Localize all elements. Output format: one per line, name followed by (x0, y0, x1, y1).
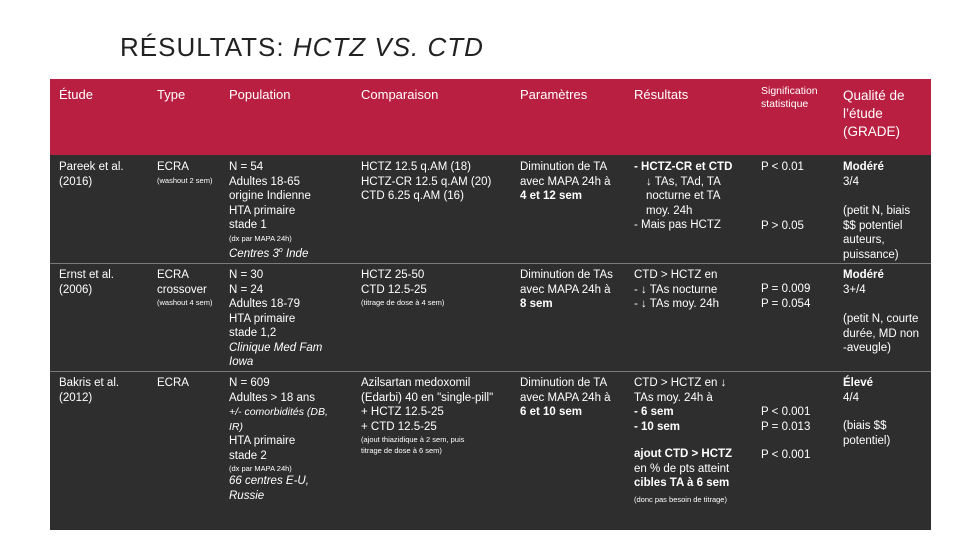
row3-comparaison: Azilsartan medoxomil (Edarbi) 40 en "single-pill" + HCTZ 12.5-25 + CTD 12.5-25 (ajout thiazidique à 2 sem, puis titrage de dose à 6 sem) (361, 377, 494, 455)
row1-qualite: Modéré 3/4 (843, 161, 884, 188)
row-separator (50, 263, 931, 264)
header-signification: Signification statistique (761, 85, 818, 110)
header-parametres: Paramètres (520, 87, 588, 102)
header-etude: Étude (59, 87, 93, 102)
slide-title (120, 32, 484, 63)
row2-parametres: Diminution de TAs avec MAPA 24h à 8 sem (520, 269, 613, 310)
row1-sig2: P > 0.05 (761, 220, 804, 232)
row-separator (50, 371, 931, 372)
row3-parametres: Diminution de TA avec MAPA 24h à 6 et 10 sem (520, 377, 611, 418)
title-main: RÉSULTATS: (120, 32, 285, 62)
row2-resultats: CTD > HCTZ en - ↓ TAs nocturne - ↓ TAs moy. 24h (634, 269, 719, 310)
title-sub: HCTZ VS. CTD (292, 32, 484, 62)
row3-resultats-ajout: ajout CTD > HCTZ en % de pts atteint cibles TA à 6 sem (donc pas besoin de titrage) (634, 448, 733, 504)
row2-population: N = 30 N = 24 Adultes 18-79 HTA primaire stade 1,2 Clinique Med Fam Iowa (229, 269, 323, 368)
row1-sig1: P < 0.01 (761, 161, 804, 173)
row2-sig: P = 0.009 P = 0.054 (761, 283, 811, 310)
row2-etude: Ernst et al. (2006) (59, 269, 114, 296)
row1-population: N = 54 Adultes 18-65 origine Indienne HTA primaire stade 1 (dx par MAPA 24h) Centres 3$^o$ Inde (229, 161, 311, 260)
row1-comparaison: HCTZ 12.5 q.AM (18) HCTZ-CR 12.5 q.AM (20) CTD 6.25 q.AM (16) (361, 161, 492, 202)
row3-etude: Bakris et al. (2012) (59, 377, 120, 404)
row1-resultats: - HCTZ-CR et CTD ↓ TAs, TAd, TA nocturne et TA moy. 24h - Mais pas HCTZ (634, 161, 733, 231)
row3-type: ECRA (157, 377, 189, 389)
row3-qualite: Élevé 4/4 (843, 377, 874, 404)
row1-qualite-note: (petit N, biais $$ potentiel auteurs, puissance) (843, 205, 911, 261)
results-table (50, 79, 931, 530)
row3-resultats: CTD > HCTZ en ↓ TAs moy. 24h à - 6 sem - 10 sem (634, 377, 727, 433)
row3-sig: P < 0.001 P = 0.013 (761, 406, 811, 433)
row3-qualite-note: (biais $$ potentiel) (843, 420, 891, 447)
row2-qualite: Modéré 3+/4 (843, 269, 884, 296)
row1-etude: Pareek et al. (2016) (59, 161, 124, 188)
row1-parametres: Diminution de TA avec MAPA 24h à 4 et 12 sem (520, 161, 611, 202)
row1-type: ECRA (washout 2 sem) (157, 161, 213, 185)
header-qualite: Qualité de l’étude (GRADE) (843, 88, 905, 139)
header-resultats: Résultats (634, 87, 689, 102)
row2-type: ECRA crossover (washout 4 sem) (157, 269, 213, 307)
row3-sig3: P < 0.001 (761, 449, 811, 461)
header-comparaison: Comparaison (361, 87, 439, 102)
row2-qualite-note: (petit N, courte durée, MD non -aveugle) (843, 313, 920, 354)
row2-comparaison: HCTZ 25-50 CTD 12.5-25 (titrage de dose à 4 sem) (361, 269, 445, 307)
header-population: Population (229, 87, 291, 102)
row3-population: N = 609 Adultes > 18 ans +/- comorbidités (DB, IR) HTA primaire stade 2 (dx par MAPA 24h) 66 centres E-U, Russie (229, 377, 328, 502)
header-type: Type (157, 87, 186, 102)
